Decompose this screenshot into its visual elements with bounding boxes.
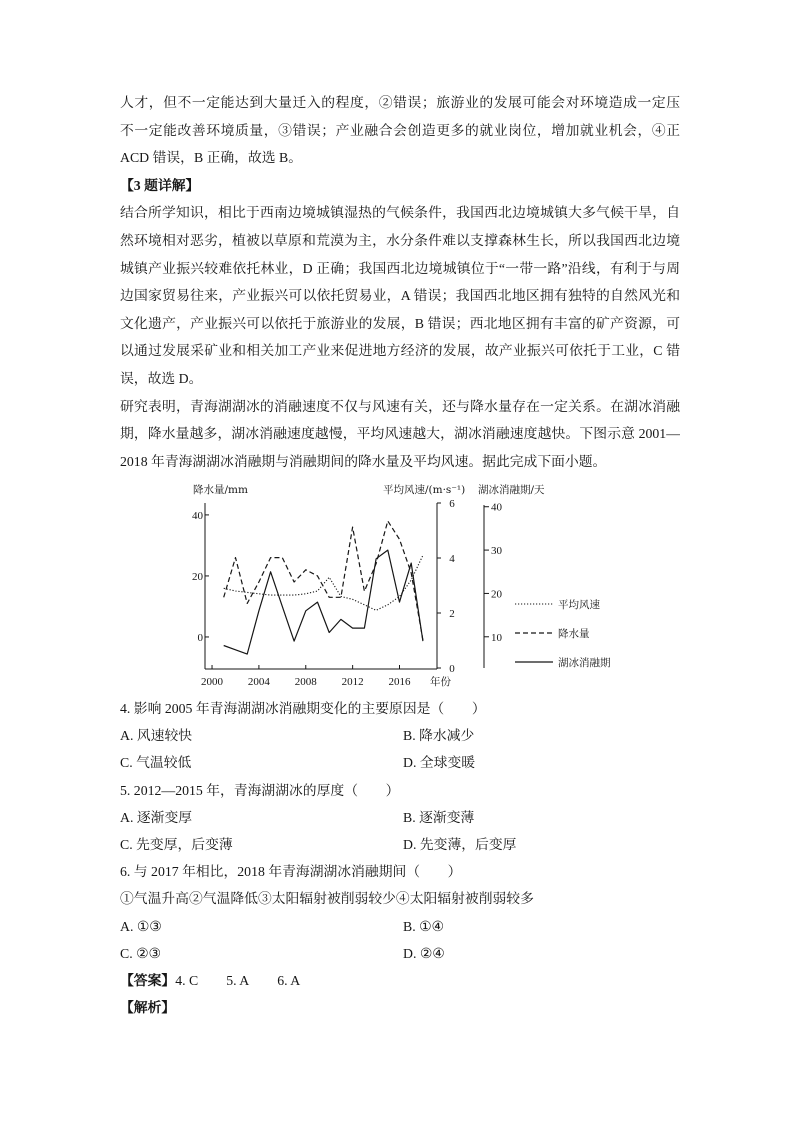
precipitation-tick-label: 20	[192, 570, 203, 583]
option-row	[120, 940, 680, 967]
option-b: B. ①④	[403, 918, 444, 934]
option-row	[120, 831, 680, 858]
text-line: ACD 错误，B 正确，故选 B。	[120, 150, 303, 166]
x-tick-label: 2008	[294, 676, 317, 688]
legend-label-wind: 平均风速	[558, 599, 600, 611]
question-stem: 4. 影响 2005 年青海湖湖冰消融期变化的主要原因是（ ）	[120, 701, 486, 716]
option-c: C. 先变厚，后变薄	[120, 836, 233, 852]
option-b: B. 逐渐变薄	[403, 809, 475, 825]
wind-tick-label: 0	[449, 663, 455, 675]
option-row	[120, 913, 680, 940]
ice-melt-chart	[180, 478, 620, 695]
wind-axis-title: 平均风速/(m·s⁻¹)	[383, 484, 466, 496]
legend-label-precipitation: 降水量	[558, 628, 590, 640]
precipitation-tick-label: 40	[192, 509, 203, 522]
text-line: 然环境相对恶劣，植被以草原和荒漠为主，水分条件难以支撑森林生长，所以我国西北边境	[120, 232, 680, 248]
text-line: 人才，但不一定能达到大量迁入的程度，②错误；旅游业的发展可能会对环境造成一定压	[120, 95, 680, 110]
wind-tick-label: 2	[449, 608, 455, 620]
melt-axis-title: 湖冰消融期/天	[478, 484, 545, 496]
melt-tick-label: 10	[491, 631, 502, 644]
x-tick-label: 2012	[341, 676, 364, 688]
option-row	[120, 804, 680, 831]
option-a: A. 风速较快	[120, 728, 193, 744]
text-line: 以通过发展采矿业和相关加工产业来促进地方经济的发展，故产业振兴可依托于工业，C 错	[120, 343, 680, 359]
wind-tick-label: 4	[449, 553, 455, 565]
precipitation-tick-label: 0	[197, 631, 203, 644]
option-row	[120, 722, 680, 749]
wind-tick-label: 6	[449, 498, 455, 510]
precipitation-axis-title: 降水量/mm	[193, 484, 248, 496]
option-c: C. ②③	[120, 945, 161, 961]
option-c: C. 气温较低	[120, 755, 192, 771]
option-d: D. 先变薄，后变厚	[403, 836, 517, 852]
x-tick-label: 2016	[388, 676, 411, 688]
series-line-precipitation	[224, 521, 423, 640]
melt-tick-label: 20	[491, 588, 502, 601]
text-line: 误，故选 D。	[120, 370, 203, 386]
material-line: 期，降水量越多，湖冰消融速度越慢，平均风速越大，湖冰消融速度越快。下图示意 2001—	[120, 426, 680, 442]
answer-line	[120, 967, 680, 994]
option-d: D. ②④	[403, 945, 445, 961]
series-line-melt	[224, 550, 423, 654]
option-d: D. 全球变暖	[403, 755, 476, 771]
text-line: 文化遗产，产业振兴可以依托于旅游业的发展，B 错误；西北地区拥有丰富的矿产资源，可	[120, 315, 680, 331]
option-a: A. ①③	[120, 918, 162, 934]
chart-plot-area	[192, 498, 503, 688]
solution-text-block	[120, 89, 680, 475]
answer-label: 【答案】	[120, 972, 176, 988]
option-a: A. 逐渐变厚	[120, 809, 193, 825]
option-b: B. 降水减少	[403, 728, 475, 744]
option-row	[120, 749, 680, 776]
question-stem: 6. 与 2017 年相比，2018 年青海湖湖冰消融期间（ ）	[120, 864, 462, 880]
x-tick-label: 2004	[247, 676, 270, 688]
questions-block	[120, 695, 680, 1021]
text-line: 不一定能改善环境质量，③错误；产业融合会创造更多的就业岗位，增加就业机会，④正	[120, 122, 680, 138]
x-tick-label: 2000	[201, 676, 224, 688]
x-axis-unit-label: 年份	[430, 676, 451, 688]
melt-tick-label: 40	[491, 501, 502, 514]
answer-item: 6. A	[277, 972, 301, 988]
question-stem: 5. 2012—2015 年，青海湖湖冰的厚度（ ）	[120, 782, 400, 798]
data-point-wind	[281, 594, 283, 596]
answer-item: 4. C	[175, 972, 199, 988]
answer-item: 5. A	[226, 972, 250, 988]
material-line: 研究表明，青海湖湖冰的消融速度不仅与风速有关，还与降水量存在一定关系。在湖冰消融	[120, 398, 680, 414]
legend	[515, 598, 611, 669]
text-line: 结合所学知识，相比于西南边境城镇湿热的气候条件，我国西北边境城镇大多气候干旱，自	[120, 205, 680, 221]
section-heading: 【3 题详解】	[120, 177, 200, 193]
analysis-heading: 【解析】	[120, 1000, 176, 1016]
melt-tick-label: 30	[491, 545, 502, 558]
series-line-wind	[224, 555, 423, 610]
text-line: 城镇产业振兴较难依托林业，D 正确；我国西北边境城镇位于“一带一路”沿线，有利于与周	[120, 260, 680, 276]
legend-label-melt: 湖冰消融期	[558, 657, 611, 669]
question-statements: ①气温升高②气温降低③太阳辐射被削弱较少④太阳辐射被削弱较多	[120, 891, 534, 907]
material-line: 2018 年青海湖湖冰消融期与消融期间的降水量及平均风速。据此完成下面小题。	[120, 453, 607, 469]
text-line: 边国家贸易往来，产业振兴可以依托贸易业，A 错误；我国西北地区拥有独特的自然风光和	[120, 288, 680, 304]
